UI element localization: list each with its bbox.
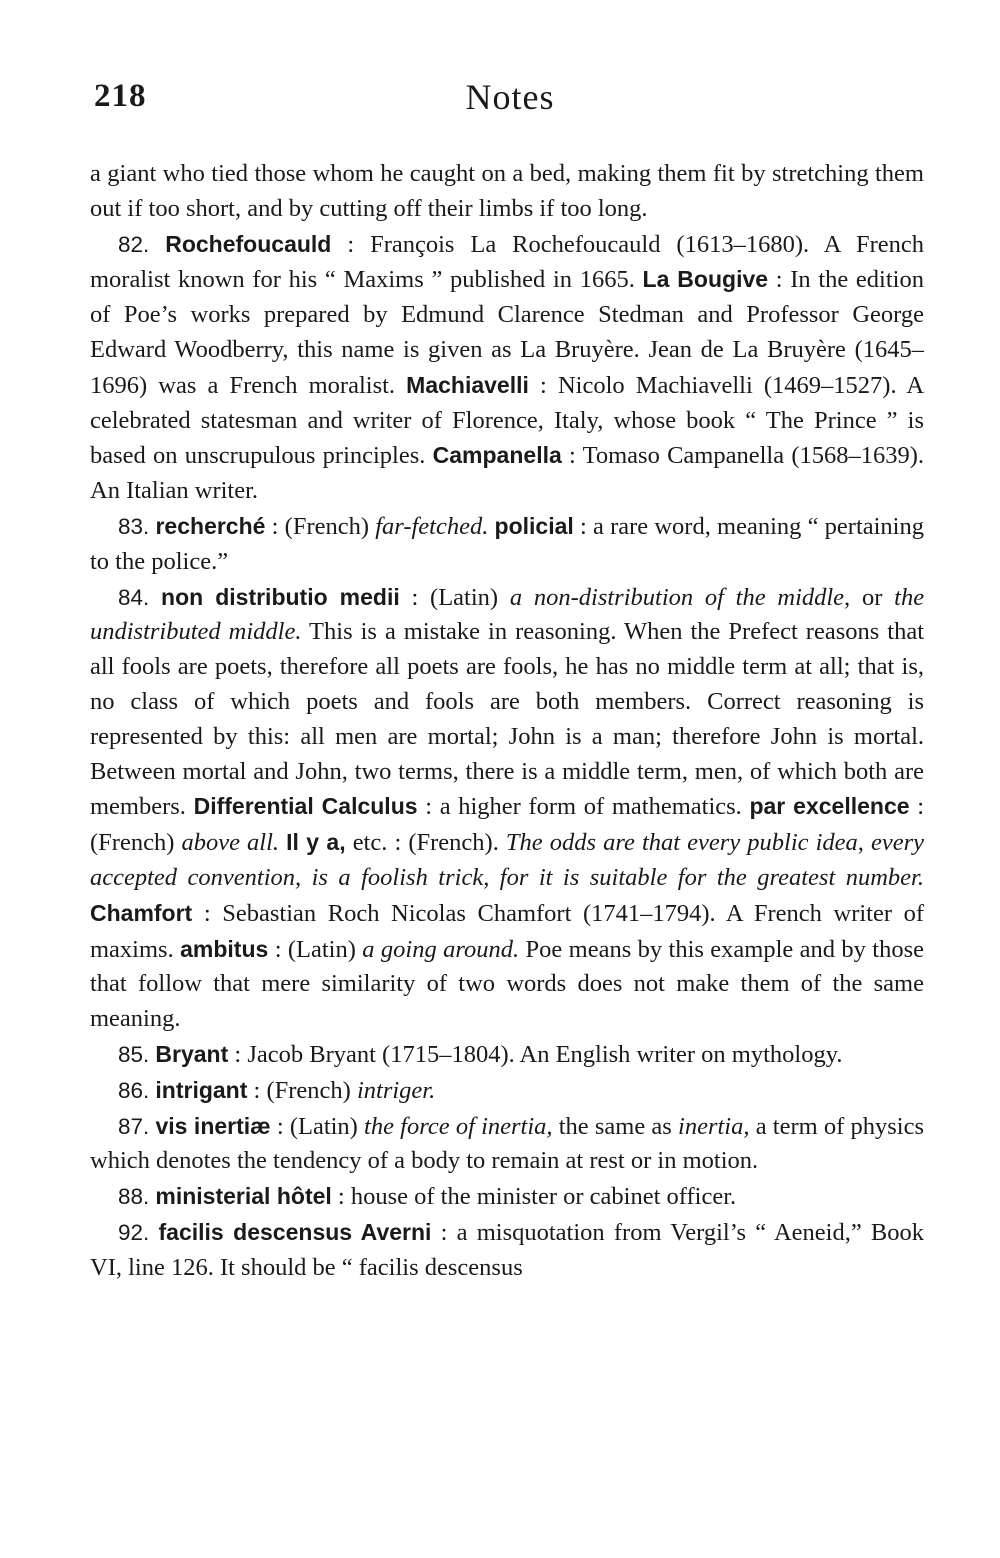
- term-chamfort: Chamfort: [90, 899, 193, 926]
- definition-text: : a rare word, meaning “ pertaining to the police.”: [90, 512, 924, 575]
- translation-text: intriger.: [356, 1076, 436, 1104]
- definition-text: or: [861, 583, 883, 611]
- definition-text: : (Latin): [276, 1112, 358, 1140]
- note-continuation: [90, 157, 924, 227]
- notes-body: [90, 157, 924, 1286]
- term-non-distributio-medii: non distributio medii: [161, 583, 400, 610]
- definition-text: a term of physics which denotes the tendency of a body to remain at rest or in motion.: [90, 1112, 924, 1175]
- definition-text: : Sebastian Roch Nicolas Chamfort (1741–1794). A French writer of maxims.: [90, 899, 925, 963]
- note-84: [90, 580, 924, 1037]
- note-number: 83.: [118, 513, 150, 539]
- definition-text: This is a mistake in reasoning. When the Prefect reasons that all fools are poets, therefore all poets are fools, he has no middle term at all; that is, no class of which poets and fools are both members. Correct reasoning is represented by this: all men are mortal; John is a man; therefore John is mortal. Between mortal and John, two terms, there is a middle term, men, of which both are members.: [90, 618, 925, 821]
- definition-text: : (French): [90, 793, 925, 857]
- note-92: [90, 1215, 924, 1286]
- term-differential-calculus: Differential Calculus: [193, 793, 418, 820]
- term-machiavelli: Machiavelli: [406, 371, 529, 398]
- note-number: 92.: [118, 1219, 150, 1245]
- note-85: [90, 1037, 924, 1073]
- term-intrigant: intrigant: [155, 1076, 248, 1103]
- term-facilis-descensus-averni: facilis descensus Averni: [158, 1218, 432, 1245]
- translation-text: inertia,: [678, 1112, 750, 1140]
- term-policial: policial: [494, 512, 574, 539]
- note-number: 84.: [118, 584, 150, 610]
- translation-text: the force of inertia,: [364, 1112, 553, 1140]
- term-il-y-a: Il y a,: [286, 829, 346, 856]
- term-par-excellence: par excellence: [749, 793, 910, 820]
- note-88: [90, 1179, 924, 1215]
- term-ambitus: ambitus: [180, 935, 269, 962]
- note-number: 85.: [118, 1041, 150, 1067]
- term-recherche: recherché: [155, 512, 266, 539]
- note-83: [90, 509, 924, 580]
- term-ministerial-hotel: ministerial hôtel: [155, 1183, 332, 1210]
- note-86: [90, 1073, 924, 1109]
- note-number: 88.: [118, 1184, 150, 1210]
- definition-text: : (French): [253, 1076, 351, 1104]
- translation-text: a non-distribution of the middle,: [509, 583, 851, 611]
- translation-text: a going around.: [362, 935, 520, 963]
- translation-text: far-fetched.: [375, 512, 489, 540]
- note-number: 86.: [118, 1077, 150, 1103]
- term-la-bougive: La Bougive: [642, 266, 769, 293]
- term-campanella: Campanella: [432, 442, 562, 469]
- term-rochefoucauld: Rochefoucauld: [165, 230, 332, 257]
- definition-text: : (Latin): [411, 583, 499, 611]
- definition-text: : Tomaso Campanella (1568–1639). An Italian writer.: [90, 442, 925, 505]
- term-bryant: Bryant: [155, 1040, 229, 1067]
- definition-text: Poe means by this example and by those that follow that mere similarity of two words does not make them of the same meaning.: [90, 935, 925, 1033]
- translation-text: the undistributed middle.: [90, 583, 925, 646]
- definition-text: : Nicolo Machiavelli (1469–1527). A celebrated statesman and writer of Florence, Italy, whose book “ The Prince ” is based on unscrupulous principles.: [90, 371, 925, 470]
- definition-text: : a higher form of mathematics.: [425, 793, 742, 821]
- term-vis-inertiae: vis inertiæ: [155, 1112, 271, 1139]
- definition-text: : (Latin): [274, 935, 356, 963]
- definition-text: : (French): [271, 512, 370, 540]
- note-87: [90, 1109, 924, 1180]
- translation-text: above all.: [181, 829, 280, 857]
- page-number: 218: [94, 78, 147, 114]
- definition-text: : In the edition of Poe’s works prepared by Edmund Clarence Stedman and Professor George Edward Woodberry, this name is given as La Bruyère. Jean de La Bruyère (1645–1696) was a French moralist.: [90, 266, 924, 399]
- definition-text: : house of the minister or cabinet officer.: [337, 1183, 737, 1211]
- definition-text: etc. : (French).: [352, 829, 499, 857]
- running-head: [92, 74, 928, 124]
- note-number: 87.: [118, 1113, 150, 1139]
- definition-text: : a misquotation from Vergil’s “ Aeneid,” Book VI, line 126. It should be “ facilis descensus: [90, 1218, 925, 1281]
- translation-text: The odds are that every public idea, every accepted convention, is a foolish trick, for it is suitable for the greatest number.: [90, 829, 925, 891]
- note-82: [90, 227, 924, 509]
- continuation-text: a giant who tied those whom he caught on a bed, making them fit by stretching them out if too short, and by cutting off their limbs if too long.: [90, 160, 924, 222]
- note-number: 82.: [118, 231, 150, 257]
- section-title: Notes: [465, 77, 555, 117]
- definition-text: : Jacob Bryant (1715–1804). An English writer on mythology.: [234, 1040, 843, 1068]
- definition-text: the same as: [558, 1112, 672, 1140]
- definition-text: : François La Rochefoucauld (1613–1680). A French moralist known for his “ Maxims ” published in 1665.: [90, 230, 925, 294]
